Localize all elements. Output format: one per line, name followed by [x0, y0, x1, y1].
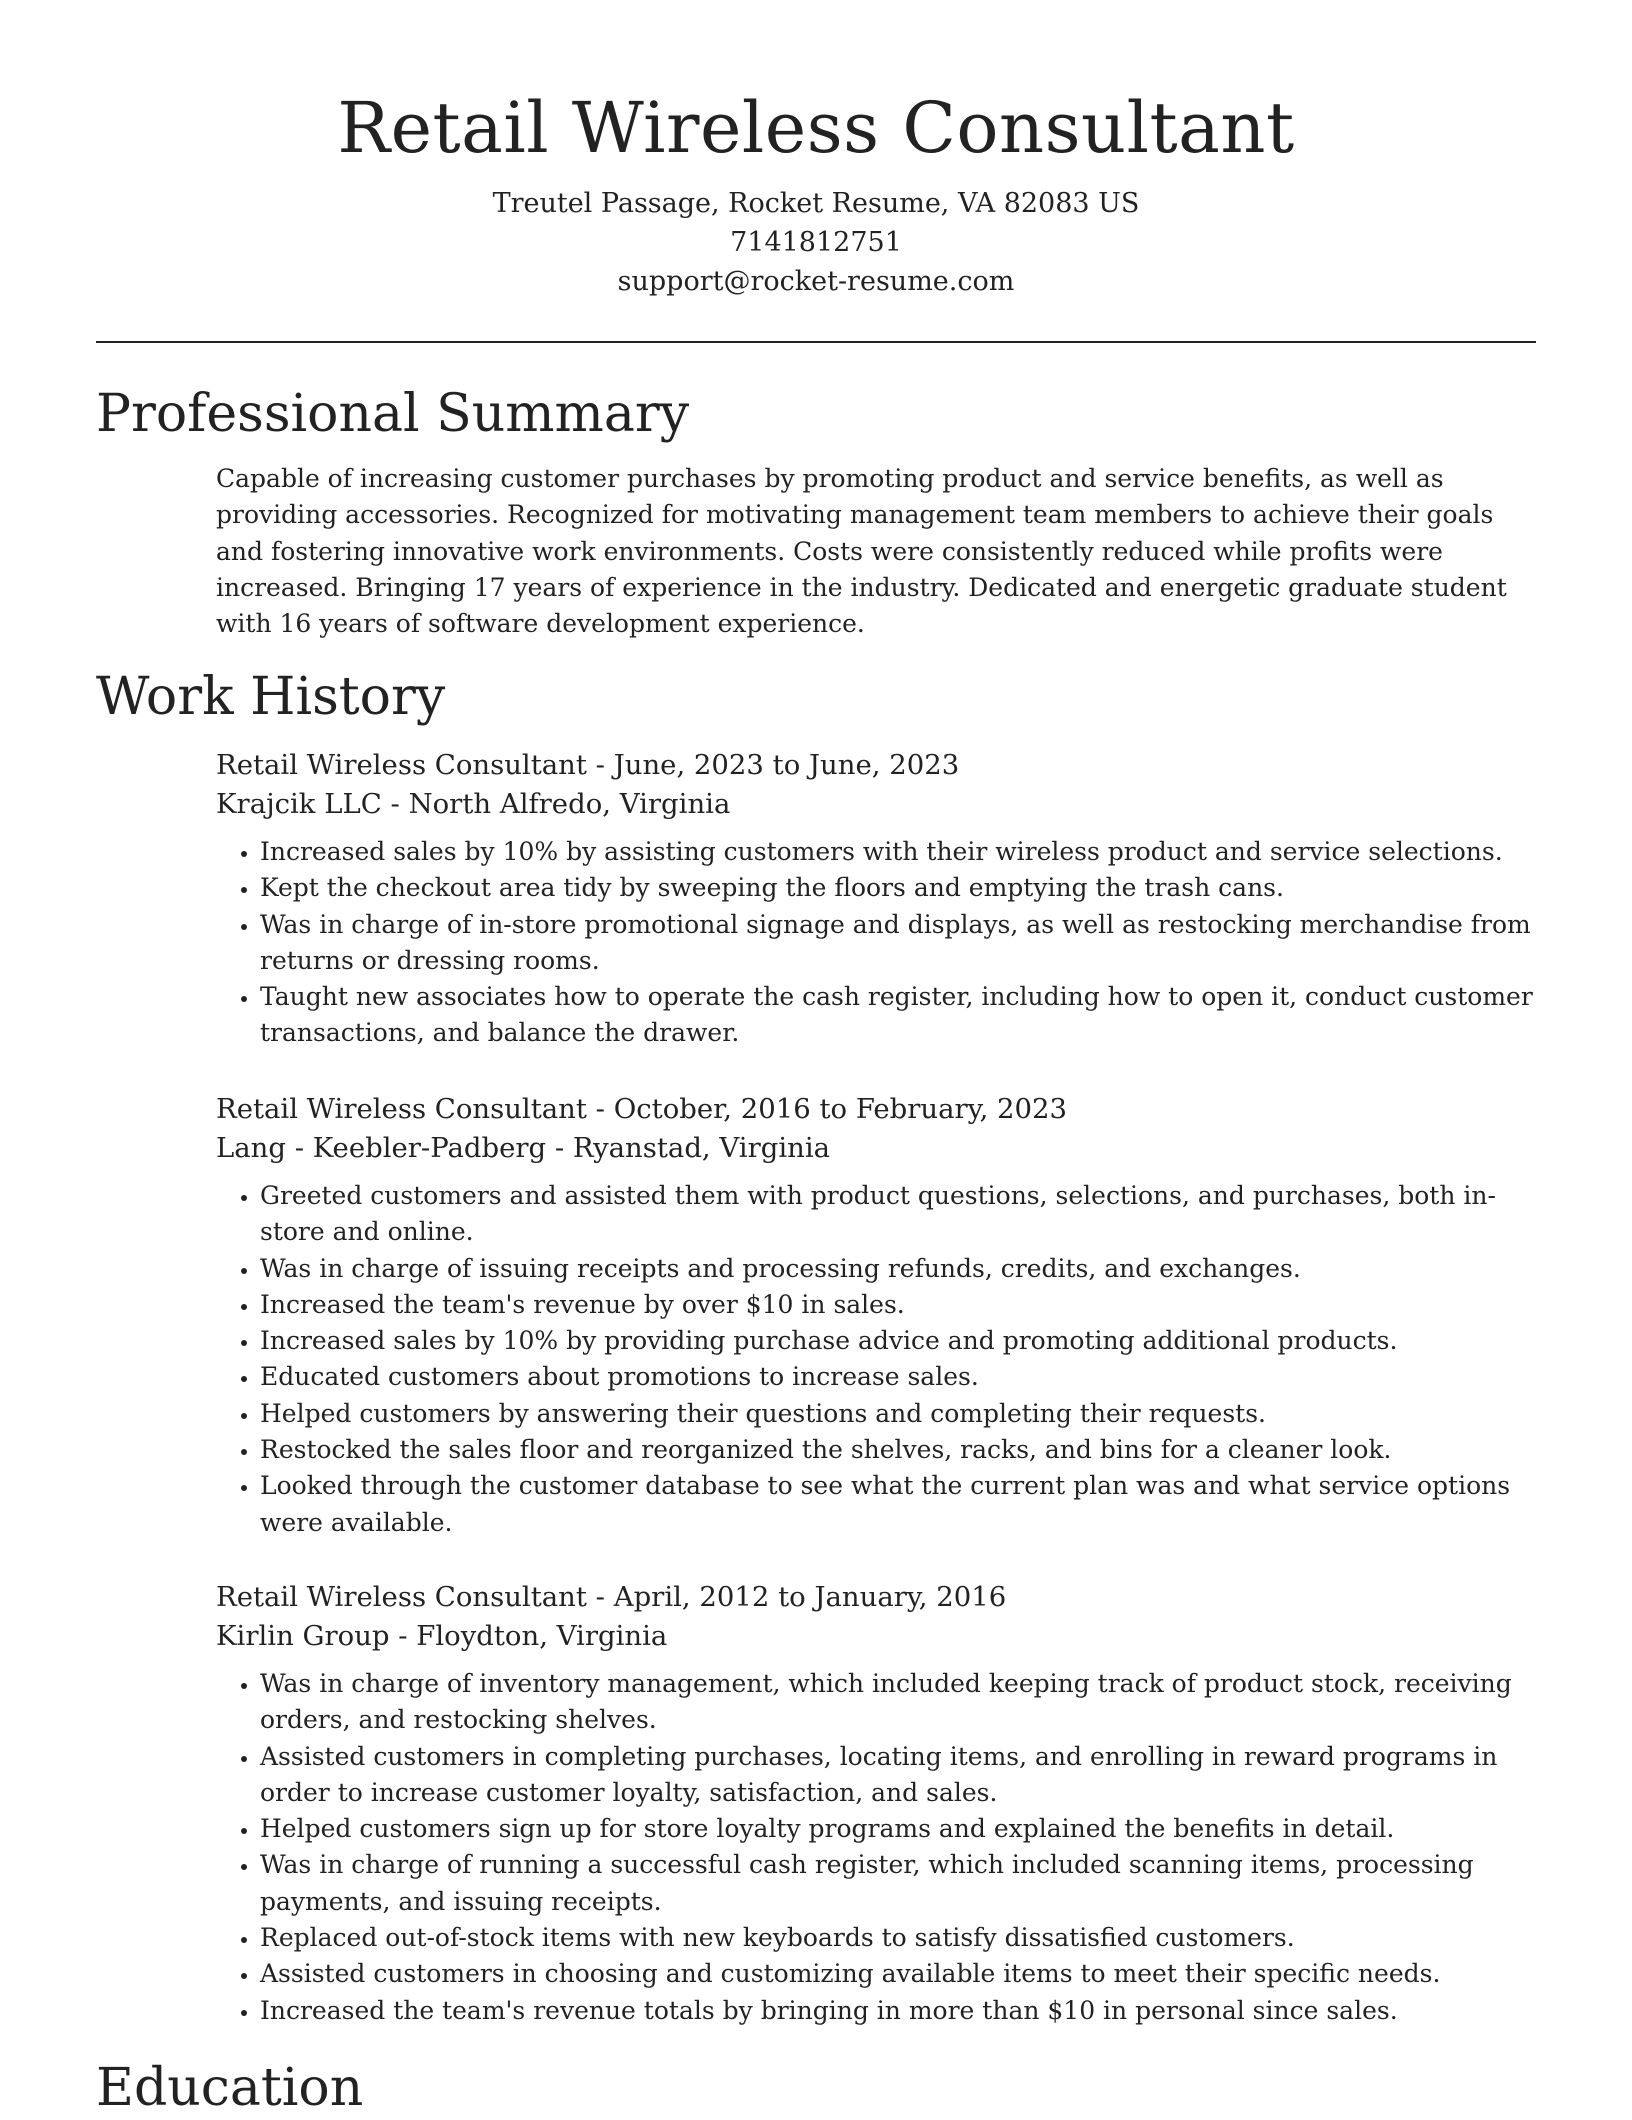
job-company: Krajcik LLC — [216, 788, 382, 820]
section-title-summary: Professional Summary — [96, 384, 690, 444]
job-duty: • Greeted customers and assisted them with product questions, selections, and purchases, both in-store and online. — [260, 1178, 1536, 1251]
contact-phone: 7141812751 — [730, 227, 902, 258]
job-duty: • Helped customers by answering their questions and completing their requests. — [260, 1396, 1536, 1432]
summary-text: Capable of increasing customer purchases by promoting product and service benefits, as well as providing accessories. Recognized for motivating management team members to achieve their goals and fostering innovative work environments. Costs were consistently reduced while profits were increased. Bringing 17 years of experience in the industry. Dedicated and energetic graduate student with 16 years of software development experience. — [216, 464, 1507, 639]
job-entry — [216, 1090, 1536, 1541]
job-entry — [216, 746, 1536, 1052]
job-entry — [216, 1578, 1536, 2029]
job-duty: • Looked through the customer database to see what the current plan was and what service options were available. — [260, 1468, 1536, 1541]
job-location: North Alfredo, Virginia — [408, 788, 731, 820]
contact-email: support@rocket-resume.com — [617, 266, 1015, 297]
job-duty: • Was in charge of issuing receipts and processing refunds, credits, and exchanges. — [260, 1251, 1536, 1287]
job-title-line: Retail Wireless Consultant - April, 2012 to January, 2016 — [216, 1581, 1007, 1613]
job-company-line: Krajcik LLC - North Alfredo, Virginia — [216, 788, 731, 820]
job-duty: • Increased sales by 10% by providing purchase advice and promoting additional products. — [260, 1323, 1536, 1359]
job-duty: • Was in charge of in-store promotional signage and displays, as well as restocking merchandise from returns or dressing rooms. — [260, 907, 1536, 980]
job-duty: • Assisted customers in choosing and customizing available items to meet their specific needs. — [260, 1956, 1536, 1992]
job-position: Retail Wireless Consultant — [216, 1581, 587, 1613]
job-duty: • Restocked the sales floor and reorganized the shelves, racks, and bins for a cleaner look. — [260, 1432, 1536, 1468]
job-title-line: Retail Wireless Consultant - October, 2016 to February, 2023 — [216, 1093, 1068, 1125]
job-duty: • Replaced out-of-stock items with new keyboards to satisfy dissatisfied customers. — [260, 1920, 1536, 1956]
job-duties-list — [216, 1666, 1536, 2029]
job-dates: June, 2023 to June, 2023 — [613, 749, 960, 781]
job-duty: • Was in charge of running a successful cash register, which included scanning items, processing payments, and issuing receipts. — [260, 1847, 1536, 1920]
job-duties-list — [216, 834, 1536, 1052]
job-position: Retail Wireless Consultant — [216, 1093, 587, 1125]
job-company: Lang - Keebler-Padberg — [216, 1132, 547, 1164]
job-duty: • Increased the team's revenue by over $10 in sales. — [260, 1287, 1536, 1323]
job-duty: • Educated customers about promotions to increase sales. — [260, 1359, 1536, 1395]
job-company-line: Lang - Keebler-Padberg - Ryanstad, Virginia — [216, 1132, 831, 1164]
job-location: Floydton, Virginia — [416, 1620, 668, 1652]
resume-header — [96, 84, 1536, 301]
job-company: Kirlin Group — [216, 1620, 390, 1652]
section-title-education: Education — [96, 2058, 364, 2118]
job-duty: • Was in charge of inventory management, which included keeping track of product stock, receiving orders, and restocking shelves. — [260, 1666, 1536, 1739]
job-duty: • Kept the checkout area tidy by sweeping the floors and emptying the trash cans. — [260, 870, 1536, 906]
job-company-line: Kirlin Group - Floydton, Virginia — [216, 1620, 668, 1652]
job-duties-list — [216, 1178, 1536, 1541]
job-duty: • Increased sales by 10% by assisting customers with their wireless product and service selections. — [260, 834, 1536, 870]
job-duty: • Helped customers sign up for store loyalty programs and explained the benefits in detail. — [260, 1811, 1536, 1847]
header-divider — [96, 341, 1536, 343]
section-title-work-history: Work History — [96, 667, 446, 727]
job-duty: • Increased the team's revenue totals by bringing in more than $10 in personal since sales. — [260, 1993, 1536, 2029]
job-title-line: Retail Wireless Consultant - June, 2023 to June, 2023 — [216, 749, 960, 781]
job-position: Retail Wireless Consultant — [216, 749, 587, 781]
job-duty: • Taught new associates how to operate the cash register, including how to open it, conduct customer transactions, and balance the drawer. — [260, 979, 1536, 1052]
contact-address: Treutel Passage, Rocket Resume, VA 82083 US — [492, 188, 1140, 219]
job-dates: October, 2016 to February, 2023 — [613, 1093, 1068, 1125]
job-location: Ryanstad, Virginia — [572, 1132, 831, 1164]
candidate-name: Retail Wireless Consultant — [337, 87, 1295, 169]
job-duty: • Assisted customers in completing purchases, locating items, and enrolling in reward programs in order to increase customer loyalty, satisfaction, and sales. — [260, 1739, 1536, 1812]
job-dates: April, 2012 to January, 2016 — [613, 1581, 1007, 1613]
